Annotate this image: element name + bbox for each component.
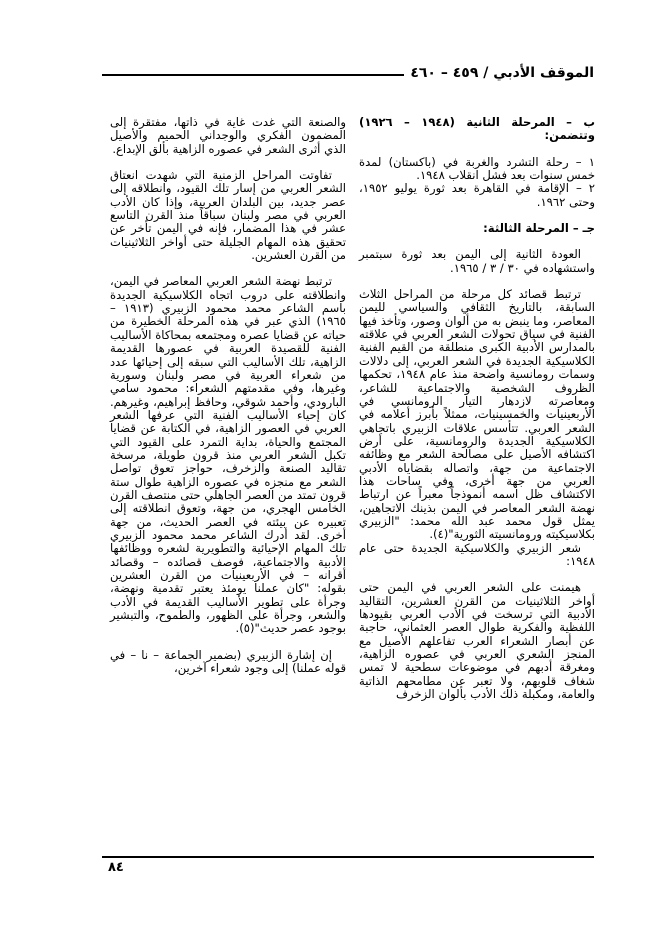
left-column	[110, 116, 346, 675]
paragraph: هيمنت على الشعر العربي في اليمن حتى أواخر الثلاثينيات من القرن العشرين، التقاليد الأدبية التي ترسخت في الأدب العربي بقيودها اللفظية والفكرية طوال العصر العثماني، حاجبة عن أبصار الشعراء العرب تفاعلهم الأصيل مع المنجز الشعري العربي في عصوره الزاهية، ومغرقة أدبهم في موضوعات سطحية لا تمس شغاف قلوبهم، ولا تعبر عن مطامحهم الذاتية والعامة، ومكبلة ذلك الأدب بألوان الزخرف	[359, 580, 595, 702]
spacer	[110, 636, 346, 649]
spacer	[359, 143, 595, 156]
journal-title: الموقف الأدبي / ٤٥٩ – ٤٦٠	[410, 65, 594, 81]
page-number: ٨٤	[108, 860, 124, 875]
phase2-item-2: ٢ – الإقامة في القاهرة بعد ثورة يوليو ١٩٥٢، وحتى ١٩٦٢.	[359, 181, 595, 209]
paragraph: ترتبط نهضة الشعر العربي المعاصر في اليمن، وانطلاقته على دروب اتجاه الكلاسيكية الجديدة باسم الشاعر محمد محمود الزبيري (١٩١٣ – ١٩٦٥) الذي عبر في هذه المرحلة الخطيرة من حياته عن قضايا عصره ومجتمعه بمحاكاة الأساليب الفنية للقصيدة العربية في عصورها القديمة الزاهية، تلك الأساليب التي سبقه إلى إحيائها عدد من شعراء العربية في مصر ولبنان وسورية وغيرها، وفي مقدمتهم الشعراء: محمود سامي البارودي، وأحمد شوقي، وحافظ إبراهيم، وغيرهم. كان إحياء الأساليب الفنية التي عرفها الشعر العربي في العصور الزاهية، في الكتابة عن قضايا المجتمع والحياة، بداية التمرد على القيود التي تكبل الشعر العربي منذ قرون طويلة، مرسخة تقاليد الصنعة والزخرف، حواجز تعوق تواصل الشعر مع منجزه في عصوره الزاهية طوال ستة قرون تمتد من العصر الجاهلي حتى منتصف القرن الخامس الهجري، من جهة، وتعوق انطلاقته إلى تعبيره عن بيئته في العصر الحديث، من جهة أخرى. لقد أدرك الشاعر محمد محمود الزبيري تلك المهام الإحيائية والتطويرية لشعره ووظائفها الأدبية والاجتماعية، فوصف قصائده – وقصائد أقرانه – في الأربعينيات من القرن العشرين بقوله: "كان عملنا يومئذ يعتبر تقدمية ونهضة، وجرأة على تطوير الأساليب القديمة في الأدب والشعر، وجرأة على الظهور، والطموح، والتبشير بوجود عصر حديث"(٥).	[110, 274, 347, 636]
phase2-item-1: ١ – رحلة التشرد والغربة في (باكستان) لمدة خمس سنوات بعد فشل انقلاب ١٩٤٨.	[359, 154, 595, 183]
running-header	[102, 62, 594, 84]
header-rule	[102, 74, 404, 76]
phase2-heading: ب – المرحلة الثانية (١٩٤٨ – ١٩٢٦) وتتضمن:	[359, 115, 595, 143]
footer-rule	[102, 856, 594, 858]
paragraph: والصنعة التي غدت غاية في ذاتها، مفتقرة إلى المضمون الفكري والوجداني الحميم والأصيل الذي أثرى الشعر في عصوره الزاهية بألق الإبداع.	[110, 115, 346, 156]
section-subheading: شعر الزبيري والكلاسيكية الجديدة حتى عام ١٩٤٨:	[359, 540, 595, 568]
paragraph: تفاوتت المراحل الزمنية التي شهدت انعتاق الشعر العربي من إسار تلك القيود، وانطلاقه إلى عصر جديد، بين البلدان العربية، وإذا كان الأدب العربي في مصر ولبنان سباقاً منذ القرن التاسع عشر في هذا المضمار، فإنه في اليمن تأخر عن تحقيق هذه المهام الجليلة حتى أواخر الثلاثينيات من القرن العشرين.	[110, 168, 346, 263]
paragraph: إن إشارة الزبيري (بضمير الجماعة – نا – في قوله عملنا) إلى وجود شعراء آخرين،	[110, 647, 346, 676]
right-column	[359, 116, 595, 701]
phase3-intro: العودة الثانية إلى اليمن بعد ثورة سبتمبر واستشهاده في ٣٠ / ٣ / ١٩٦٥.	[359, 247, 595, 275]
paragraph: ترتبط قصائد كل مرحلة من المراحل الثلاث السابقة، بالتاريخ الثقافي والسياسي لليمن المعاصر، وما ينبض به من ألوان وصور، وتأخذ فيها الفنية في سياق تحولات الشعر العربي في علاقته بالمدارس الأدبية الكبرى منطلقة من القيم الفنية الكلاسيكية الجديدة في الشعر العربي، إلى دلالات وسمات رومانسية واضحة منذ عام ١٩٤٨، تحكمها الظروف الشخصية والاجتماعية للشاعر، ومعاصرته لازدهار التيار الرومانسي في الأربعينيات والخمسينيات، ممثلاً بأبرز أعلامه في الشعر العربي. تتأسس علاقات الزبيري باتجاهي الكلاسيكية الجديدة والرومانسية، على أرض اكتشافه الأصيل على مصالحة الشعر مع وظائفه الاجتماعية من جهة، واتصاله بقضاياه الأدبي العربي من جهة أخرى، وفي ساحات هذا الاكتشاف ظل اسمه أنموذجاً معبراً عن ارتباط نهضة الشعر المعاصر في اليمن بذينك الاتجاهين، يمثل قول محمد عبد الله محمد: "الزبيري بكلاسيكيته ورومانسيته الثورية"(٤).	[359, 287, 596, 542]
phase3-heading: جـ – المرحلة الثالثة:	[483, 221, 595, 236]
